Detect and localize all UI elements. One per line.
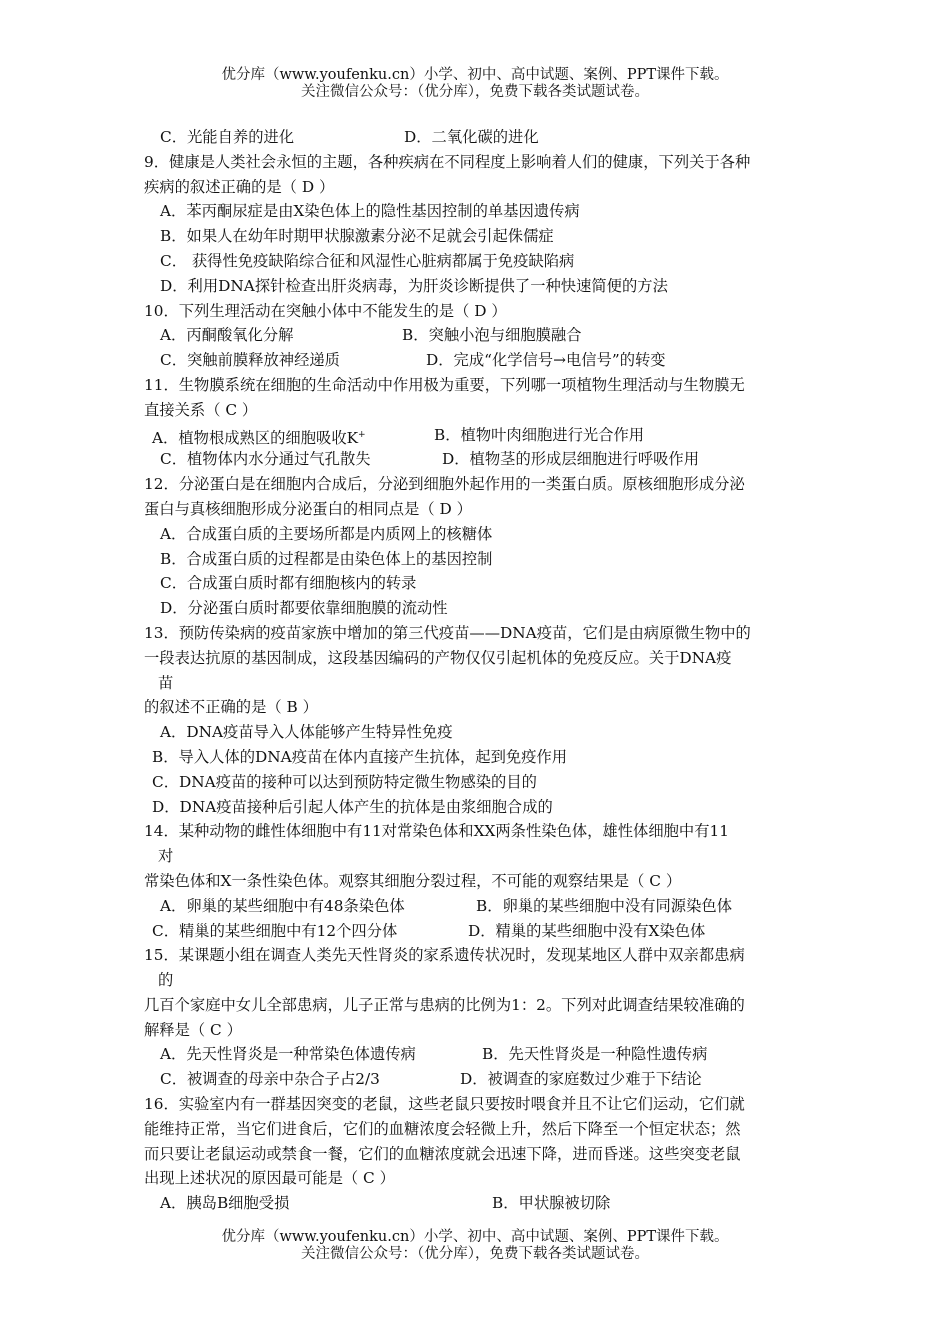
q13-option-b: B．导入人体的DNA疫苗在体内直接产生抗体，起到免疫作用 xyxy=(152,747,568,766)
q9-stem-line-2: 疾病的叙述正确的是（ D ） xyxy=(144,177,335,196)
q13-option-c: C．DNA疫苗的接种可以达到预防特定微生物感染的目的 xyxy=(152,772,537,791)
q15-stem-line-3: 解释是（ C ） xyxy=(144,1020,242,1039)
q16-stem-line-1: 16．实验室内有一群基因突变的老鼠，这些老鼠只要按时喂食并且不让它们运动，它们就 xyxy=(144,1095,745,1114)
q11-option-b: B．植物叶肉细胞进行光合作用 xyxy=(434,425,645,444)
q12-option-c: C．合成蛋白质时都有细胞核内的转录 xyxy=(160,574,417,593)
q10-option-d: D．完成“化学信号→电信号”的转变 xyxy=(426,351,666,370)
q10-option-b: B．突触小泡与细胞膜融合 xyxy=(402,326,582,345)
page-footer xyxy=(0,1229,950,1263)
q11-option-a xyxy=(152,423,434,448)
q12-option-a: A．合成蛋白质的主要场所都是内质网上的核糖体 xyxy=(160,524,493,543)
q15-stem-line-2: 几百个家庭中女儿全部患病，儿子正常与患病的比例为1：2。下列对此调查结果较准确的 xyxy=(144,995,745,1014)
q13-option-a: A．DNA疫苗导入人体能够产生特异性免疫 xyxy=(160,723,453,742)
q11-stem-line-2: 直接关系（ C ） xyxy=(144,400,258,419)
q9-option-d: D．利用DNA探针检查出肝炎病毒，为肝炎诊断提供了一种快速简便的方法 xyxy=(160,276,668,295)
q13-option-d: D．DNA疫苗接种后引起人体产生的抗体是由浆细胞合成的 xyxy=(152,797,553,816)
exam-questions xyxy=(144,125,808,1216)
q12-stem-line-2: 蛋白与真核细胞形成分泌蛋白的相同点是（ D ） xyxy=(144,499,472,518)
q9-stem-line-1: 9．健康是人类社会永恒的主题，各种疾病在不同程度上影响着人们的健康，下列关于各种 xyxy=(144,152,751,171)
q12-option-d: D．分泌蛋白质时都要依靠细胞膜的流动性 xyxy=(160,599,448,618)
q15-option-a: A．先天性肾炎是一种常染色体遗传病 xyxy=(160,1045,416,1064)
q14-stem-line-2: 常染色体和X一条性染色体。观察其细胞分裂过程，不可能的观察结果是（ C ） xyxy=(144,871,682,890)
header-line-2: 关注微信公众号：（优分库），免费下载各类试题试卷。 xyxy=(301,84,649,100)
q12-option-b: B．合成蛋白质的过程都是由染色体上的基因控制 xyxy=(160,549,493,568)
q10-stem: 10．下列生理活动在突触小体中不能发生的是（ D ） xyxy=(144,301,507,320)
q15-option-d: D．被调查的家庭数过少难于下结论 xyxy=(460,1070,702,1089)
q16-stem-line-2: 能维持正常，当它们进食后，它们的血糖浓度会轻微上升，然后下降至一个恒定状态；然 xyxy=(144,1119,741,1138)
q11-option-a-text: A．植物根成熟区的细胞吸收K xyxy=(152,428,359,447)
q16-option-b: B．甲状腺被切除 xyxy=(492,1194,611,1213)
q16-options-ab xyxy=(144,1191,808,1216)
q16-stem-line-4: 出现上述状况的原因最可能是（ C ） xyxy=(144,1169,395,1188)
q8-options-cd xyxy=(144,125,808,150)
q14-stem-line-1-wrap: 对 xyxy=(158,847,174,866)
q8-option-d: D．二氧化碳的进化 xyxy=(404,128,539,146)
page-header xyxy=(0,67,950,101)
q14-option-b: B．卵巢的某些细胞中没有同源染色体 xyxy=(476,896,732,915)
q8-option-c: C．光能自养的进化 xyxy=(160,128,295,146)
q15-stem-line-1-wrap: 的 xyxy=(158,971,174,990)
q10-options-ab xyxy=(144,323,808,348)
q13-stem-line-2-wrap: 苗 xyxy=(158,673,174,692)
q11-options-ab xyxy=(144,423,808,448)
q14-options-ab xyxy=(144,894,808,919)
q10-option-c: C．突触前膜释放神经递质 xyxy=(160,351,340,370)
q10-option-a: A．丙酮酸氧化分解 xyxy=(160,326,294,345)
q15-options-cd xyxy=(144,1067,808,1092)
q15-option-b: B．先天性肾炎是一种隐性遗传病 xyxy=(482,1045,708,1064)
q15-options-ab xyxy=(144,1042,808,1067)
q14-options-cd xyxy=(144,919,808,944)
q11-option-a-superscript: + xyxy=(358,429,366,440)
q14-option-a: A．卵巢的某些细胞中有48条染色体 xyxy=(160,896,405,915)
header-line-1: 优分库（www.youfenku.cn）小学、初中、高中试题、案例、PPT课件下载。 xyxy=(221,67,729,83)
footer-line-1: 优分库（www.youfenku.cn）小学、初中、高中试题、案例、PPT课件下载。 xyxy=(221,1229,729,1245)
q12-stem-line-1: 12．分泌蛋白是在细胞内合成后，分泌到细胞外起作用的一类蛋白质。原核细胞形成分泌 xyxy=(144,475,745,494)
q16-stem-line-3: 而只要让老鼠运动或禁食一餐，它们的血糖浓度就会迅速下降，进而昏迷。这些突变老鼠 xyxy=(144,1144,741,1163)
q15-stem-line-1: 15．某课题小组在调查人类先天性肾炎的家系遗传状况时，发现某地区人群中双亲都患病 xyxy=(144,946,745,965)
q11-option-d: D．植物茎的形成层细胞进行呼吸作用 xyxy=(442,450,700,469)
q16-option-a: A．胰岛B细胞受损 xyxy=(160,1194,290,1213)
q9-option-b: B．如果人在幼年时期甲状腺激素分泌不足就会引起侏儒症 xyxy=(160,227,554,246)
q9-option-c: C． 获得性免疫缺陷综合征和风湿性心脏病都属于免疫缺陷病 xyxy=(160,251,575,270)
q11-option-c: C．植物体内水分通过气孔散失 xyxy=(160,450,371,469)
q13-stem-line-3: 的叙述不正确的是（ B ） xyxy=(144,698,318,717)
footer-line-2: 关注微信公众号：（优分库），免费下载各类试题试卷。 xyxy=(301,1246,649,1262)
q13-stem-line-2: 一段表达抗原的基因制成，这段基因编码的产物仅仅引起机体的免疫反应。关于DNA疫 xyxy=(144,648,732,667)
q10-options-cd xyxy=(144,348,808,373)
q15-option-c: C．被调查的母亲中杂合子占2/3 xyxy=(160,1070,380,1089)
q11-stem-line-1: 11．生物膜系统在细胞的生命活动中作用极为重要，下列哪一项植物生理活动与生物膜无 xyxy=(144,375,745,394)
q14-option-c: C．精巢的某些细胞中有12个四分体 xyxy=(152,921,398,940)
q9-option-a: A．苯丙酮尿症是由X染色体上的隐性基因控制的单基因遗传病 xyxy=(160,202,580,221)
q11-options-cd xyxy=(144,447,808,472)
q14-option-d: D．精巢的某些细胞中没有X染色体 xyxy=(468,921,706,940)
q13-stem-line-1: 13．预防传染病的疫苗家族中增加的第三代疫苗——DNA疫苗，它们是由病原微生物中的 xyxy=(144,623,751,642)
q14-stem-line-1: 14．某种动物的雌性体细胞中有11对常染色体和XX两条性染色体，雄性体细胞中有11 xyxy=(144,822,729,841)
